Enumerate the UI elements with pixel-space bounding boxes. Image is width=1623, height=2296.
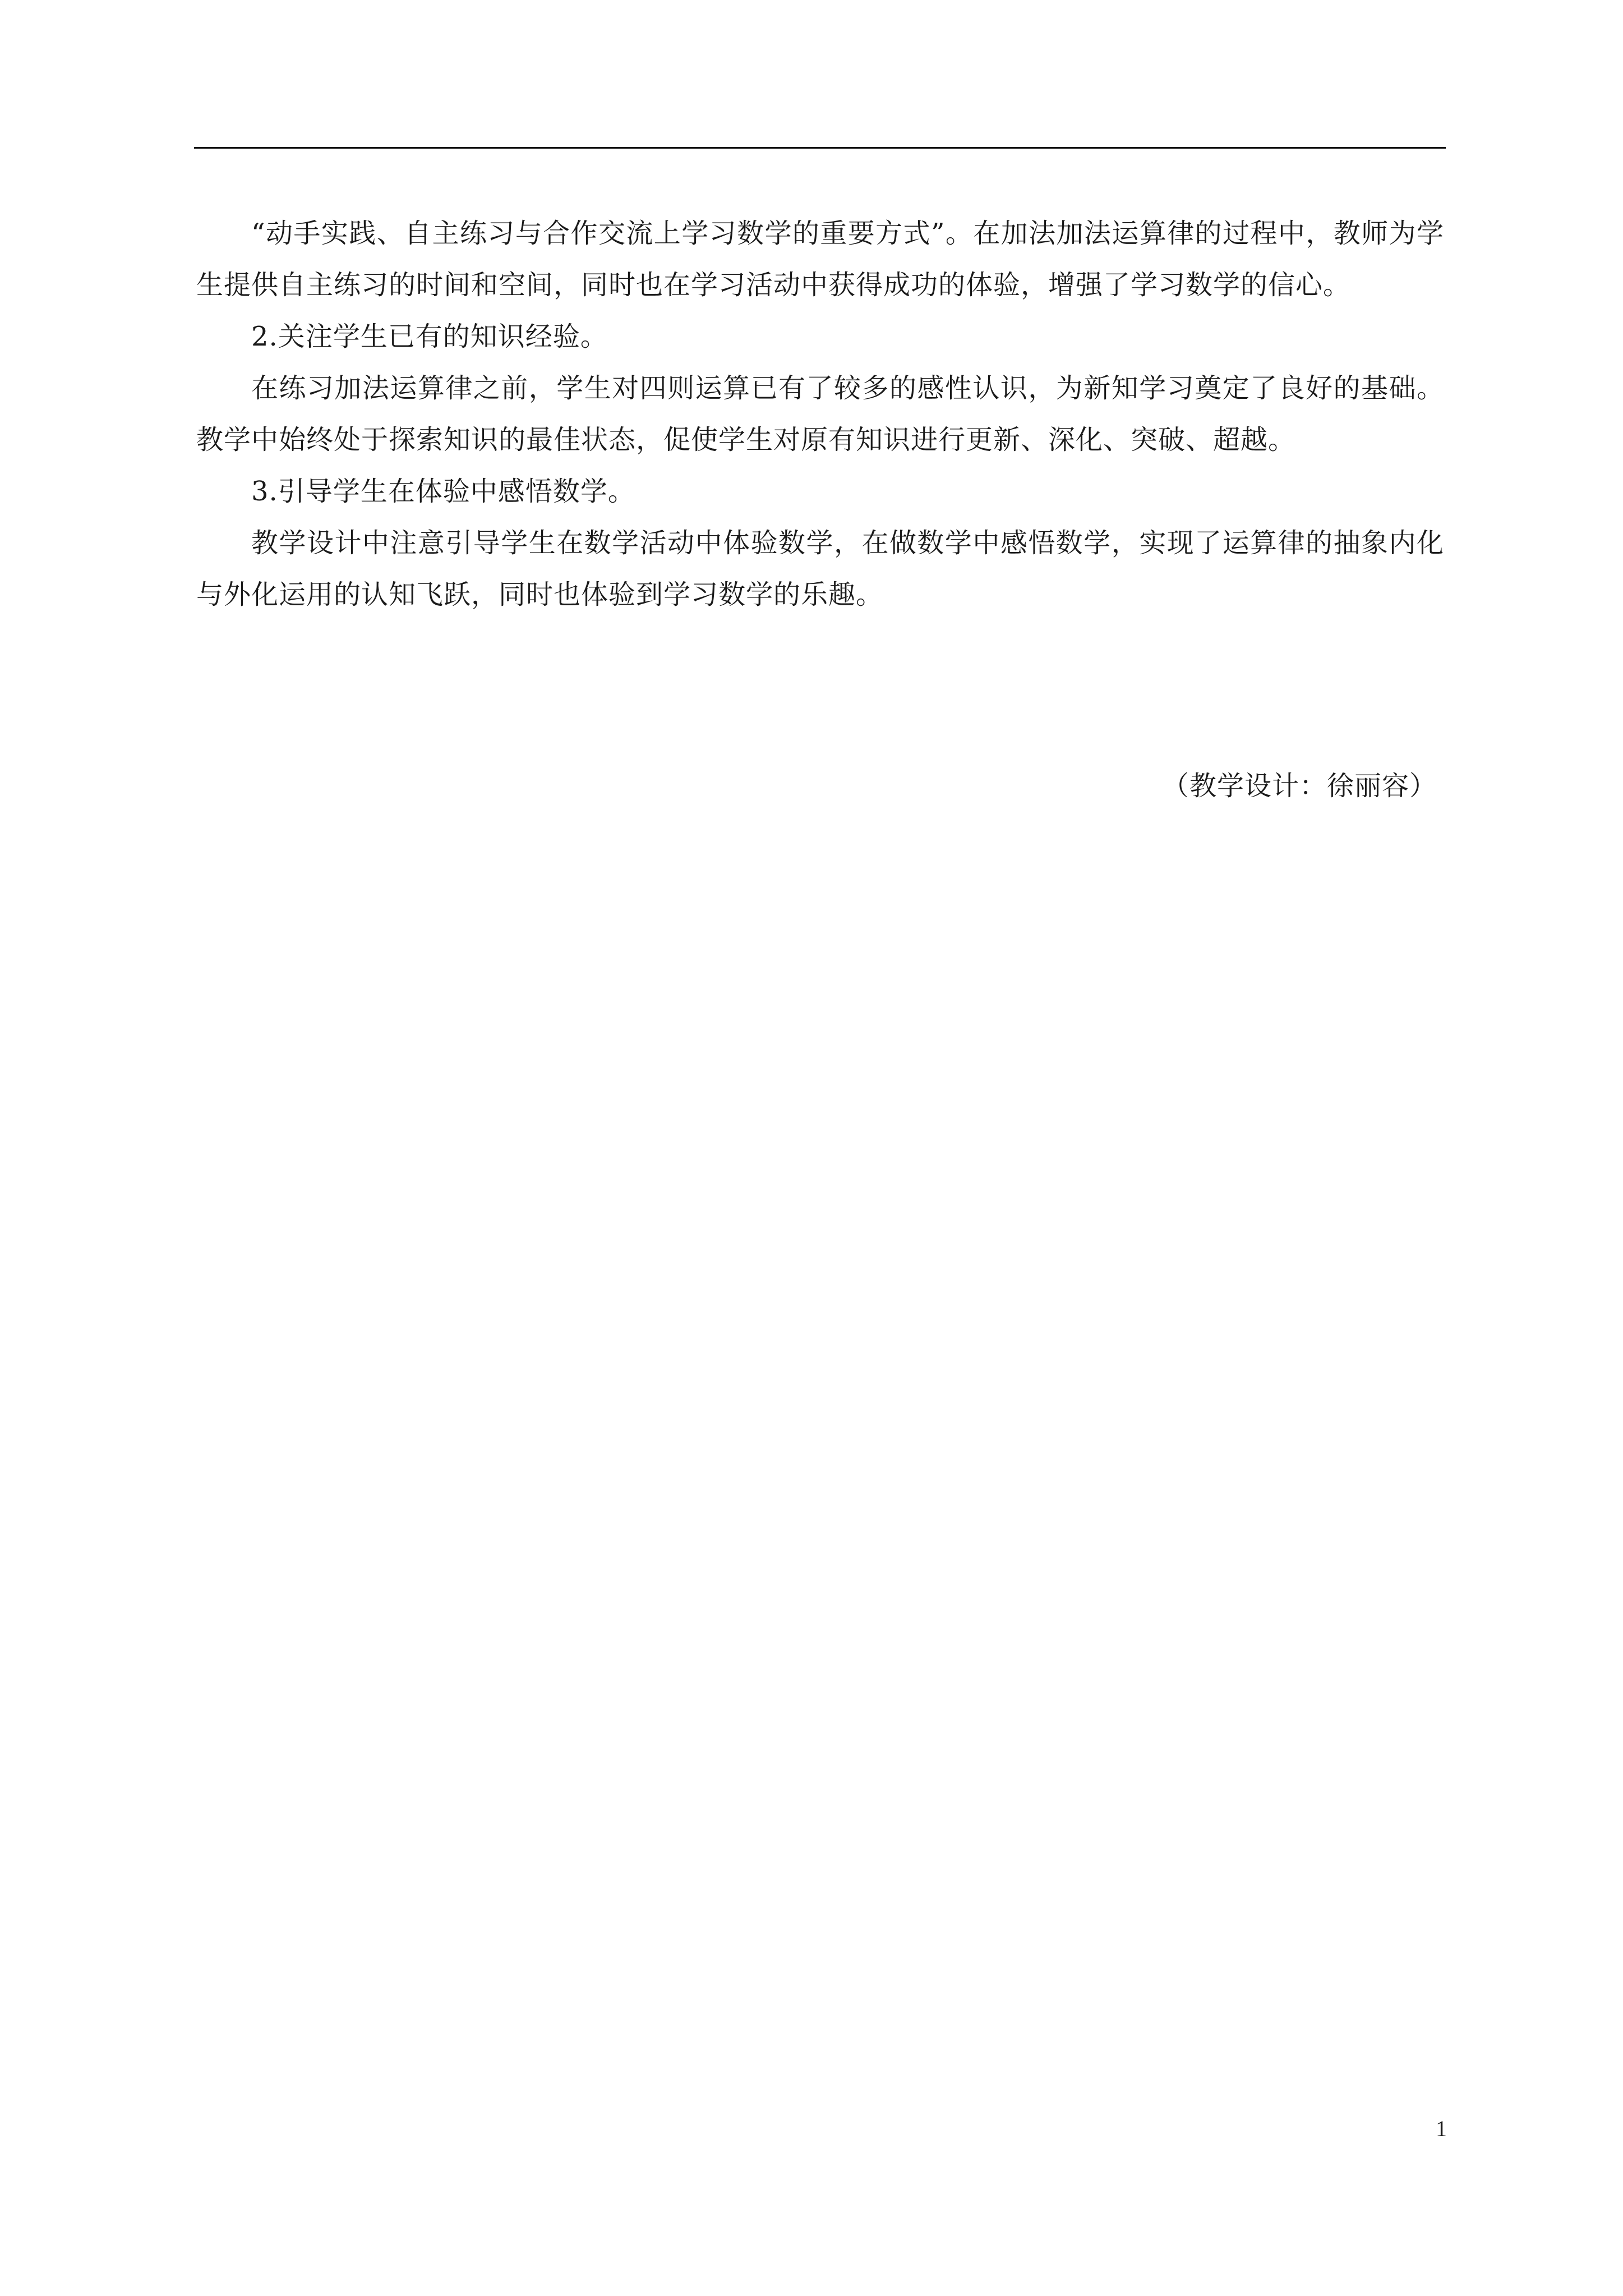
heading-experience-math: 3.引导学生在体验中感悟数学。	[251, 476, 635, 507]
design-credit: （教学设计：徐丽容）	[1161, 770, 1437, 802]
paragraph-experience-math: 教学设计中注意引导学生在数学活动中体验数学，在做数学中感悟数学，实现了运算律的抽象内化与外化运用的认知飞跃，同时也体验到学习数学的乐趣。	[196, 527, 1444, 610]
heading-prior-knowledge: 2.关注学生已有的知识经验。	[251, 321, 608, 352]
document-body	[196, 208, 1444, 620]
header-rule	[194, 147, 1446, 149]
page-number: 1	[1436, 2116, 1447, 2141]
paragraph-practice-importance: “动手实践、自主练习与合作交流上学习数学的重要方式”。在加法加法运算律的过程中，教师为学生提供自主练习的时间和空间，同时也在学习活动中获得成功的体验，增强了学习数学的信心。	[196, 218, 1444, 301]
paragraph-prior-knowledge: 在练习加法运算律之前，学生对四则运算已有了较多的感性认识，为新知学习奠定了良好的基础。教学中始终处于探索知识的最佳状态，促使学生对原有知识进行更新、深化、突破、超越。	[196, 372, 1444, 455]
